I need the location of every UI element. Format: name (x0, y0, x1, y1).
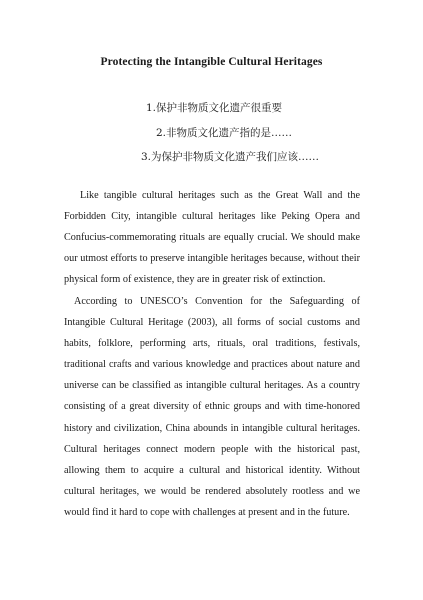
outline-item-3: 3.为保护非物质文化遗产我们应该…… (141, 151, 320, 163)
paragraph-2: According to UNESCO’s Convention for the Safeguarding of Intangible Cultural Heritage (2003), all forms of social customs and habits, folklore, performing arts, rituals, oral traditions, festivals, traditional crafts and various knowledge and practices about nature and universe can be classified as intangible cultural heritages. As a country consisting of a great diversity of ethnic groups and with time-honored history and civilization, China abounds in intangible cultural heritages. Cultural heritages connect modern people with the historical past, allowing them to acquire a cultural and historical identity. Without cultural heritages, we would be rendered absolutely rootless and we would find it hard to cope with challenges at present and in the future. (64, 296, 360, 518)
page-title: Protecting the Intangible Cultural Heritages (100, 56, 323, 68)
outline-item-2: 2.非物质文化遗产指的是…… (156, 127, 293, 139)
paragraph-1: Like tangible cultural heritages such as the Great Wall and the Forbidden City, intangible cultural heritages like Peking Opera and Confucius-commemorating rituals are equally crucial. We should make our utmost efforts to preserve intangible heritages because, without their physical form of existence, they are in greater risk of extinction. (64, 190, 360, 286)
outline-item-1: 1.保护非物质文化遗产很重要 (146, 102, 283, 114)
